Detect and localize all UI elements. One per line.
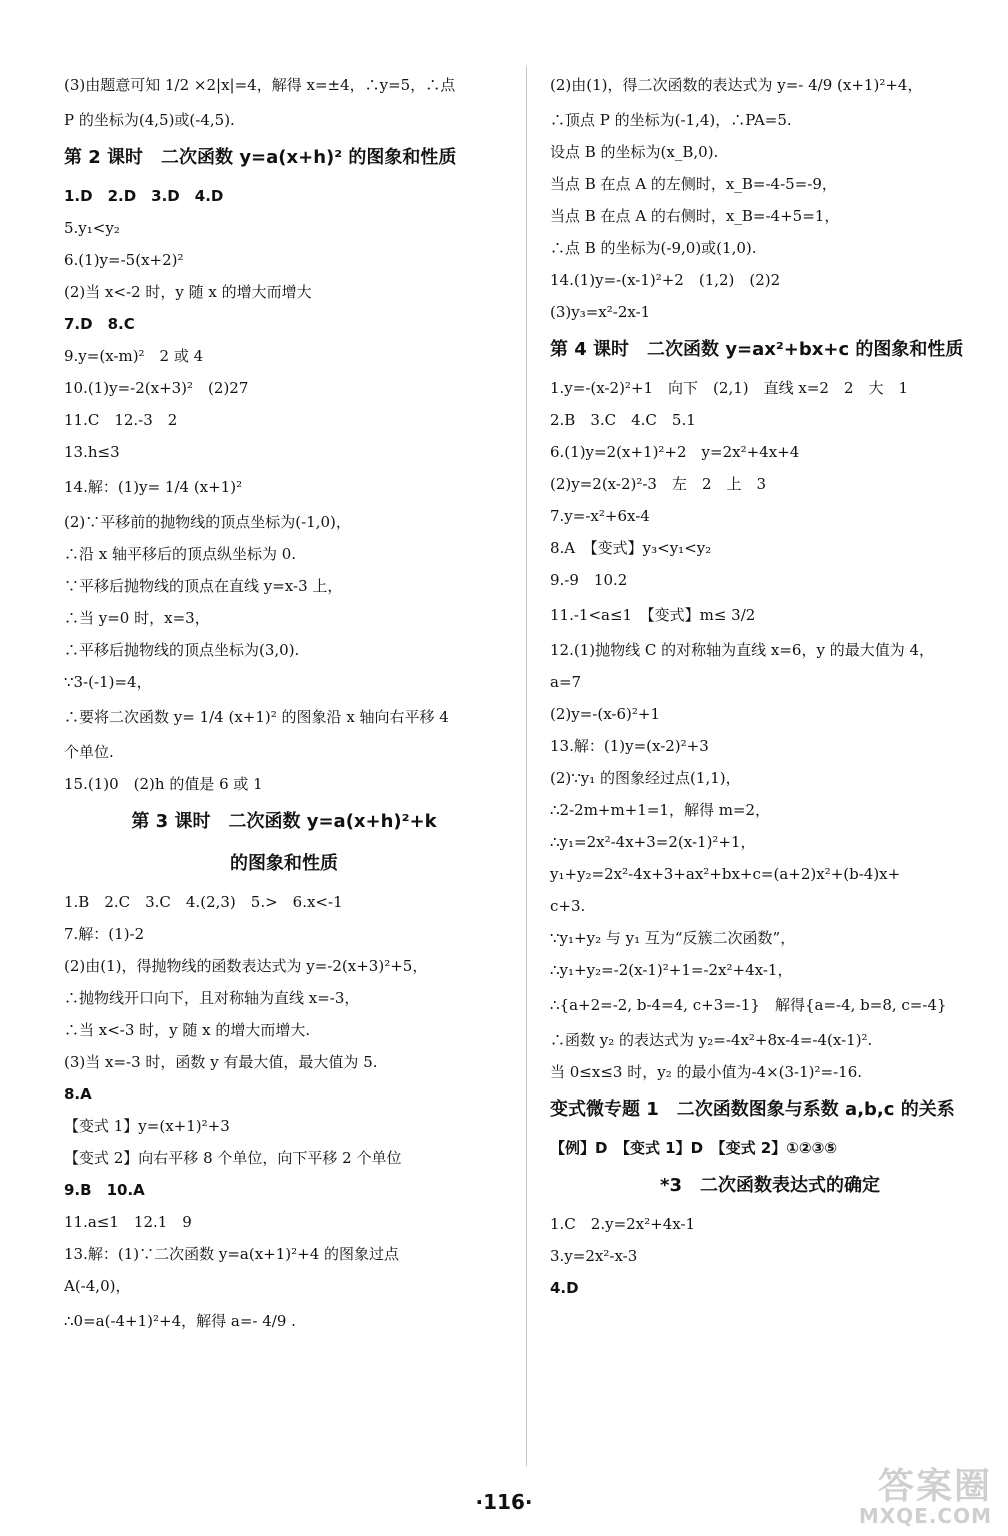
answer-line: 个单位. — [64, 743, 114, 761]
answer-line: 7.y=-x²+6x-4 — [550, 507, 650, 525]
watermark-logo — [848, 1458, 998, 1528]
answer-line: ∴沿 x 轴平移后的顶点纵坐标为 0. — [64, 545, 297, 563]
answer-line: 11.C 12.-3 2 — [64, 411, 178, 429]
answer-line: 设点 B 的坐标为(x_B,0). — [550, 143, 719, 161]
answer-line: 【例】D 【变式 1】D 【变式 2】①②③⑤ — [550, 1139, 838, 1157]
answer-line: 9.y=(x-m)² 2 或 4 — [64, 347, 204, 365]
section-heading: 第 3 课时 二次函数 y=a(x+h)²+k — [131, 811, 437, 832]
answer-line: ∴抛物线开口向下，且对称轴为直线 x=-3， — [64, 989, 360, 1007]
answer-line: 3.y=2x²-x-3 — [550, 1247, 638, 1265]
section-heading: 第 4 课时 二次函数 y=ax²+bx+c 的图象和性质 — [550, 339, 964, 360]
answer-line: 11.-1<a≤1 【变式】m≤ 3/2 — [550, 606, 756, 624]
answer-line: 1.C 2.y=2x²+4x-1 — [550, 1215, 696, 1233]
answer-line: (2)y=2(x-2)²-3 左 2 上 3 — [550, 475, 767, 493]
answer-line: ∴点 B 的坐标为(-9,0)或(1,0). — [550, 239, 757, 257]
answer-line: c+3. — [550, 897, 586, 915]
answer-line: ∴顶点 P 的坐标为(-1,4)，∴PA=5. — [550, 111, 792, 129]
answer-line: 15.(1)0 (2)h 的值是 6 或 1 — [64, 775, 263, 793]
answer-line: 【变式 2】向右平移 8 个单位，向下平移 2 个单位 — [64, 1149, 402, 1167]
section-heading: 的图象和性质 — [230, 853, 338, 874]
answer-line: 【变式 1】y=(x+1)²+3 — [64, 1117, 230, 1135]
answer-line: 当点 B 在点 A 的左侧时，x_B=-4-5=-9， — [550, 175, 837, 193]
answer-line: 9.-9 10.2 — [550, 571, 628, 589]
answer-line: 当 0≤x≤3 时，y₂ 的最小值为-4×(3-1)²=-16. — [550, 1063, 863, 1081]
answer-line: ∴2-2m+m+1=1，解得 m=2， — [550, 801, 771, 819]
answer-line: y₁+y₂=2x²-4x+3+ax²+bx+c=(a+2)x²+(b-4)x+ — [550, 865, 901, 883]
answer-line: ∴当 y=0 时，x=3， — [64, 609, 210, 627]
answer-line: (2)当 x<-2 时，y 随 x 的增大而增大 — [64, 283, 312, 301]
answer-line: ∴y₁=2x²-4x+3=2(x-1)²+1， — [550, 833, 756, 851]
answer-line: (2)∵平移前的抛物线的顶点坐标为(-1,0)， — [64, 513, 351, 531]
answer-line: 1.D 2.D 3.D 4.D — [64, 187, 224, 205]
answer-line: 8.A — [64, 1085, 92, 1103]
answer-line: 7.D 8.C — [64, 315, 135, 333]
answer-line: a=7 — [550, 673, 582, 691]
answer-line: 2.B 3.C 4.C 5.1 — [550, 411, 696, 429]
answer-line: 9.B 10.A — [64, 1181, 145, 1199]
answer-line: ∵平移后抛物线的顶点在直线 y=x-3 上， — [64, 577, 343, 595]
answer-line: 14.解：(1)y= 1/4 (x+1)² — [64, 478, 243, 496]
answer-line: 7.解：(1)-2 — [64, 925, 145, 943]
answer-line: 5.y₁<y₂ — [64, 219, 120, 237]
column-divider — [526, 66, 527, 1466]
answer-line: 13.h≤3 — [64, 443, 120, 461]
answer-line: ∵y₁+y₂ 与 y₁ 互为“反簇二次函数”， — [550, 929, 796, 947]
answer-line: ∴平移后抛物线的顶点坐标为(3,0). — [64, 641, 300, 659]
answer-line: 当点 B 在点 A 的右侧时，x_B=-4+5=1， — [550, 207, 840, 225]
answer-line: 8.A 【变式】y₃<y₁<y₂ — [550, 539, 712, 557]
answer-line: 13.解：(1)∵二次函数 y=a(x+1)²+4 的图象过点 — [64, 1245, 400, 1263]
answer-line: (2)由(1)，得抛物线的函数表达式为 y=-2(x+3)²+5， — [64, 957, 428, 975]
answer-line: ∴{a+2=-2, b-4=4, c+3=-1} 解得{a=-4, b=8, c=-4} — [550, 996, 947, 1014]
watermark-top-text: 答案圈 — [877, 1466, 992, 1507]
answer-line: 14.(1)y=-(x-1)²+2 (1,2) (2)2 — [550, 271, 781, 289]
section-heading: *3 二次函数表达式的确定 — [660, 1175, 880, 1196]
answer-line: 11.a≤1 12.1 9 — [64, 1213, 192, 1231]
answer-line: 10.(1)y=-2(x+3)² (2)27 — [64, 379, 249, 397]
answer-line: (3)由题意可知 1/2 ×2|x|=4，解得 x=±4，∴y=5，∴点 — [64, 76, 456, 94]
answer-line: ∴函数 y₂ 的表达式为 y₂=-4x²+8x-4=-4(x-1)². — [550, 1031, 873, 1049]
answer-line: 6.(1)y=-5(x+2)² — [64, 251, 184, 269]
section-heading: 变式微专题 1 二次函数图象与系数 a,b,c 的关系 — [550, 1099, 955, 1120]
answer-line: ∴要将二次函数 y= 1/4 (x+1)² 的图象沿 x 轴向右平移 4 — [64, 708, 449, 726]
answer-line: P 的坐标为(4,5)或(-4,5). — [64, 111, 235, 129]
answer-line: (3)y₃=x²-2x-1 — [550, 303, 651, 321]
answer-line: ∴y₁+y₂=-2(x-1)²+1=-2x²+4x-1， — [550, 961, 793, 979]
answer-line: ∴当 x<-3 时，y 随 x 的增大而增大. — [64, 1021, 311, 1039]
answer-line: (2)y=-(x-6)²+1 — [550, 705, 660, 723]
answer-line: A(-4,0)， — [64, 1277, 131, 1295]
answer-line: 12.(1)抛物线 C 的对称轴为直线 x=6，y 的最大值为 4， — [550, 641, 935, 659]
answer-line: 1.B 2.C 3.C 4.(2,3) 5.> 6.x<-1 — [64, 893, 343, 911]
answer-line: (3)当 x=-3 时，函数 y 有最大值，最大值为 5. — [64, 1053, 378, 1071]
answer-line: ∴0=a(-4+1)²+4，解得 a=- 4/9 . — [64, 1312, 296, 1330]
page-number: ·116· — [475, 1490, 533, 1514]
answer-line: 13.解：(1)y=(x-2)²+3 — [550, 737, 709, 755]
right-column — [550, 66, 990, 1304]
answer-line: 1.y=-(x-2)²+1 向下 (2,1) 直线 x=2 2 大 1 — [550, 379, 909, 397]
answer-line: (2)∵y₁ 的图象经过点(1,1)， — [550, 769, 741, 787]
watermark-url-text: MXQE.COM — [858, 1504, 992, 1528]
answer-line: 4.D — [550, 1279, 579, 1297]
answer-line: ∵3-(-1)=4， — [64, 673, 152, 691]
answer-line: (2)由(1)，得二次函数的表达式为 y=- 4/9 (x+1)²+4， — [550, 76, 923, 94]
section-heading: 第 2 课时 二次函数 y=a(x+h)² 的图象和性质 — [64, 147, 457, 168]
left-column — [64, 66, 504, 1340]
answer-line: 6.(1)y=2(x+1)²+2 y=2x²+4x+4 — [550, 443, 800, 461]
